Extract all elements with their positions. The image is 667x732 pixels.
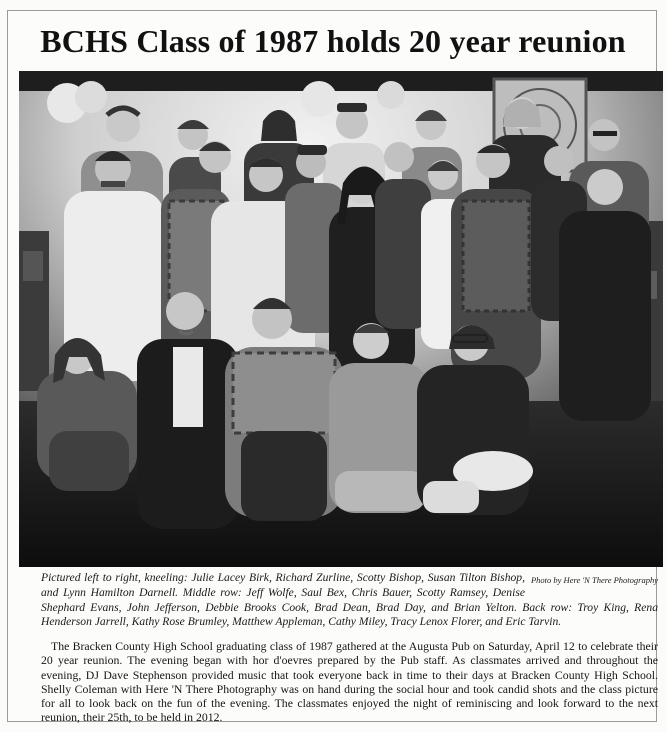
caption-text: Pictured left to right, kneeling: Julie Lacey Birk, Richard Zurline, Scotty Bishop, Susan Tilton Bishop, and Lynn Hamilton Darnell. Middle row: Jeff Wolfe, Saul Bex, Chris Bauer, Scotty Ramsey, Denise Shephard Evans, John Jefferson, Debbie Brooks Cook, Brad Dean, Brad Day, and Brian Yelton. Back row: Troy King, Rena Henderson Jarrell, Kathy Rose Brumley, Matthew Appleman, Cathy Miley, Tracy Lenox Florer, and Eric Tarvin. — [41, 571, 658, 629]
class-reunion-photo — [19, 71, 663, 567]
article-body: The Bracken County High School graduating class of 1987 gathered at the Augusta Pub on Saturday, April 12 to celebrate their 20 year reunion. The evening began with hor d'oevres prepared by the Pub staff. As classmates arrived and throughout the evening, DJ Dave Stephenson provided music that took everyone back in time to their days at Bracken County High School. Shelly Coleman with Here 'N There Photography was on hand during the social hour and took candid shots and the class picture for all to look back on the fun of the evening. The classmates enjoyed the night of reminiscing and look forward to the next reunion, their 25th, to be held in 2012. — [41, 639, 658, 725]
photo-credit: Photo by Here 'N There Photography — [530, 575, 658, 585]
headline: BCHS Class of 1987 holds 20 year reunion — [40, 23, 626, 59]
photo-caption — [41, 571, 658, 630]
group-photo-illustration — [19, 71, 663, 567]
newspaper-clipping — [7, 10, 658, 725]
